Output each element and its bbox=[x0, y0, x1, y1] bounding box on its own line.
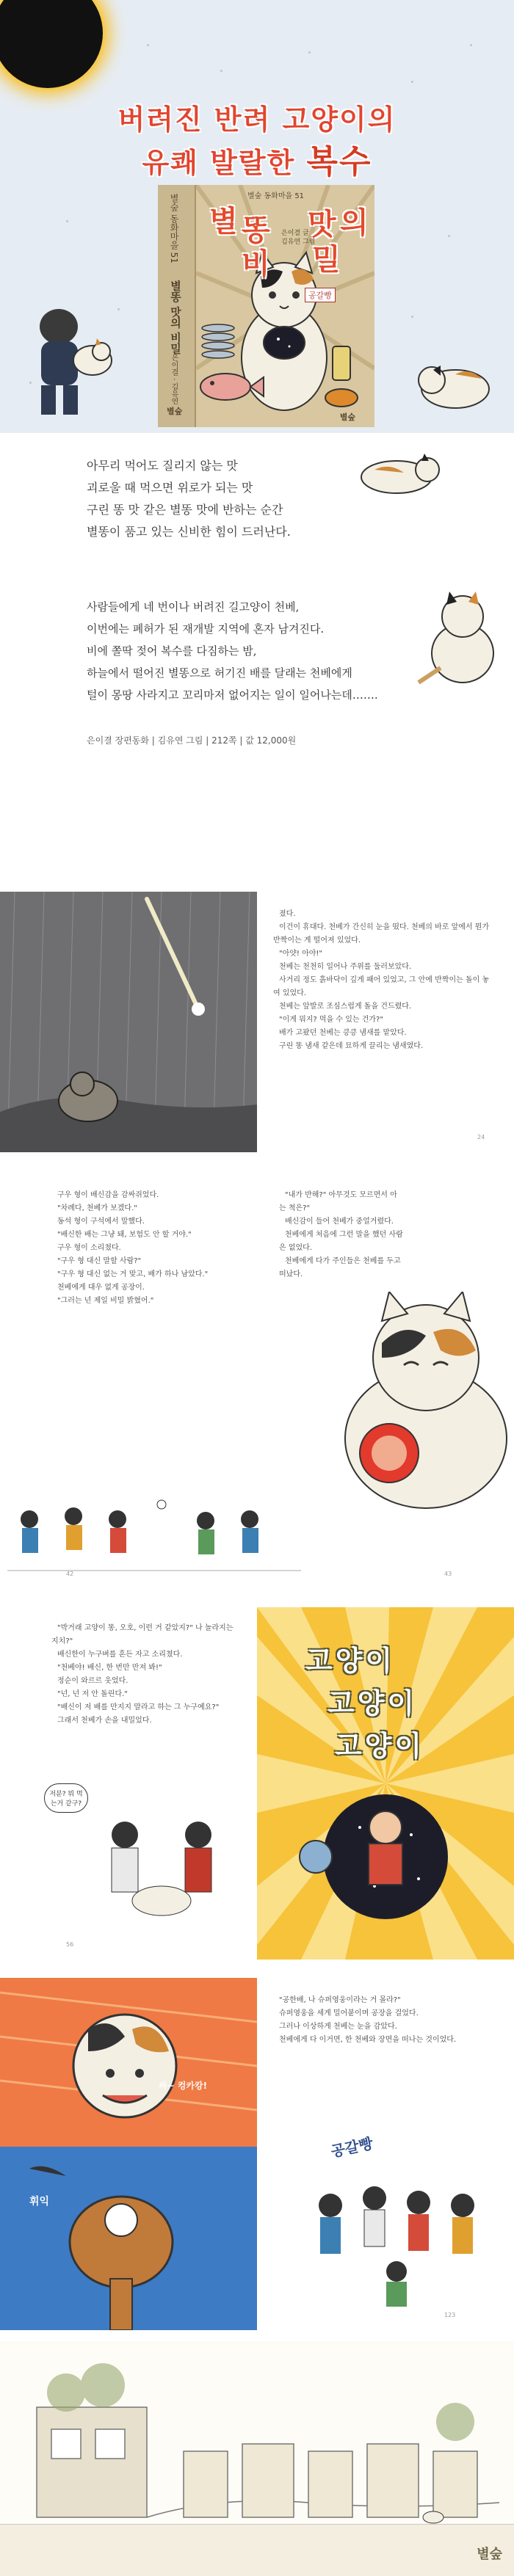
cover-series: 별숲 동화마을 51 bbox=[247, 192, 305, 200]
text-line: 슈퍼영웅을 세게 밀어붙이며 공장을 걸었다. bbox=[279, 2009, 419, 2017]
page-number: 56 bbox=[66, 1941, 74, 1948]
text-line: "구우 형 대신 없는 거 맞고, 배가 하나 남았다." bbox=[57, 1270, 209, 1278]
text-line: 천베에게 다 이거면, 한 천베와 장면을 떠나는 것이었다. bbox=[279, 2036, 457, 2044]
goyangi-text-3: 고양이 bbox=[335, 1730, 425, 1762]
cover-bread-label: 공갈빵 bbox=[305, 288, 336, 302]
baseball-catch-illustration bbox=[0, 1978, 257, 2330]
spread-1 bbox=[0, 892, 514, 1152]
cover-title-char-1: 별 bbox=[209, 205, 238, 239]
text-line: "천베야! 배신, 한 번만 만져 봐!" bbox=[57, 1664, 162, 1672]
spread-1-text bbox=[273, 908, 493, 1053]
book-cover-image bbox=[158, 185, 374, 427]
text-line: "구우 형 대신 말할 사람?" bbox=[57, 1257, 142, 1265]
page-number-left: 42 bbox=[66, 1571, 74, 1577]
hero-title-line2 bbox=[0, 135, 514, 182]
book-spine bbox=[158, 185, 196, 427]
text-line: "넌, 넌 저 안 돌린다." bbox=[57, 1690, 128, 1698]
spread-2 bbox=[0, 1174, 514, 1585]
boys-with-cat-illustration bbox=[88, 1805, 235, 1930]
boy-holding-cat-illustration bbox=[15, 297, 117, 422]
eclipse-sun-icon bbox=[0, 0, 103, 88]
sleeping-cat-illustration bbox=[411, 345, 499, 418]
para-line: 이번에는 폐허가 된 재개발 지역에 혼자 남겨진다. bbox=[87, 622, 325, 636]
para-line: 비에 쫄딱 젖어 복수를 다짐하는 밤, bbox=[87, 644, 257, 658]
text-line: "박거래 고양이 똥, 오호, 이런 거 같았지?" 나 놀라지는 지치?" bbox=[51, 1624, 234, 1645]
text-line: "그러는 넌 제일 비밀 밝혔어." bbox=[57, 1297, 154, 1305]
poem-line: 아무리 먹어도 질리지 않는 맛 bbox=[87, 459, 238, 473]
text-line: 동석 형이 구석에서 말했다. bbox=[57, 1218, 145, 1226]
cover-publisher: 별숲 bbox=[339, 412, 355, 422]
spread-4-text bbox=[273, 1994, 493, 2047]
text-line: 정순이 와르르 웃었다. bbox=[57, 1677, 128, 1685]
spread-3 bbox=[0, 1607, 514, 1960]
text-line: 천베는 천천히 일어나 주위를 둘러보았다. bbox=[279, 963, 412, 971]
goyangi-burst-illustration bbox=[257, 1607, 514, 1960]
swing-label: 휘익 bbox=[29, 2196, 50, 2208]
text-line: "공한배, 나 슈퍼영웅이라는 거 몰라?" bbox=[279, 1996, 401, 2004]
text-line: 그래서 천베가 손을 내밀었다. bbox=[57, 1717, 152, 1725]
text-line: "아얏! 아야!" bbox=[279, 950, 323, 958]
para-line: 털이 몽땅 사라지고 꼬리마저 없어지는 일이 일어나는데……. bbox=[87, 688, 378, 702]
poem-line: 별똥이 품고 있는 신비한 힘이 드러난다. bbox=[87, 525, 291, 539]
spine-publisher: 별숲 bbox=[167, 407, 183, 416]
text-line: "배신이 저 배를 만지지 말라고 하는 그 누구예요?" bbox=[57, 1703, 220, 1711]
street-scene-illustration bbox=[0, 2341, 514, 2576]
flying-cat-illustration bbox=[345, 440, 455, 514]
text-line: 천베는 앞발로 조심스럽게 돌을 건드렸다. bbox=[279, 1003, 412, 1011]
text-line: 배신한이 누구벼를 흔든 자고 소리쳤다. bbox=[57, 1651, 183, 1659]
goyangi-text-1: 고양이 bbox=[305, 1645, 396, 1677]
para-line: 하늘에서 떨어진 별똥으로 허기진 배를 달래는 천베에게 bbox=[87, 666, 352, 680]
text-line: 배신감이 들어 천베가 중얼거렸다. bbox=[285, 1218, 394, 1226]
meow-label: 싸~ 컹카캉! bbox=[159, 2081, 208, 2091]
text-line: 졌다. bbox=[279, 910, 296, 918]
text-line: 사거리 정도 흙바닥이 깊게 패어 있었고, 그 안에 반짝이는 돌이 놓여 있었다. bbox=[273, 976, 490, 997]
page-number-right: 43 bbox=[444, 1571, 452, 1577]
kids-cheering-illustration bbox=[301, 2161, 492, 2308]
book-credits: 은이결 장편동화 | 김유연 그림 | 212쪽 | 값 12,000원 bbox=[87, 735, 297, 746]
hero-title-accent: 복수 bbox=[306, 143, 372, 181]
text-line: 천베에게 대우 없게 공장이. bbox=[57, 1284, 145, 1292]
text-line: "차례다, 천베가 보겠다." bbox=[57, 1204, 137, 1212]
text-line: "배신한 배는 그냥 돼, 보험도 안 할 거야." bbox=[57, 1231, 192, 1239]
poem-line: 구린 똥 맛 같은 별똥 맛에 반하는 순간 bbox=[87, 503, 283, 517]
poem-line: 괴로울 때 먹으면 위로가 되는 맛 bbox=[87, 481, 253, 495]
cover-title-char-5: 비 bbox=[242, 247, 270, 281]
text-line: 그러나 이상하게 천베는 눈을 감았다. bbox=[279, 2023, 397, 2031]
spread-2-right-text bbox=[279, 1189, 404, 1281]
text-line: 배가 고팠던 천베는 킁킁 냄새를 맡았다. bbox=[279, 1029, 407, 1037]
cover-title-char-4: 의 bbox=[340, 206, 369, 240]
text-line: 구우 형이 소리쳤다. bbox=[57, 1244, 121, 1252]
spine-series: 별숲 동화마을 51 bbox=[169, 194, 179, 263]
page-number: 24 bbox=[477, 1134, 485, 1140]
para-line: 사람들에게 네 번이나 버려진 길고양이 천베, bbox=[87, 600, 300, 614]
spread-3-text bbox=[51, 1622, 235, 1728]
page-number: 123 bbox=[444, 2312, 456, 2318]
text-line: "내가 반해?" 아무것도 모르면서 아는 척은?" bbox=[279, 1191, 397, 1212]
text-line: 천베에게 다가 주인들은 천베를 두고 떠났다. bbox=[279, 1257, 401, 1278]
rain-night-illustration bbox=[0, 892, 257, 1152]
intro-section bbox=[0, 433, 514, 892]
text-line: 구우 형이 배신감을 감싸쥐었다. bbox=[57, 1191, 159, 1199]
hero-section bbox=[0, 0, 514, 433]
spine-title: 별똥 맛의 비밀 bbox=[169, 280, 182, 354]
bread-shout-label: 공갈빵 bbox=[329, 2134, 375, 2161]
hero-title-line1: 버려진 반려 고양이의 bbox=[117, 103, 397, 136]
kids-running-illustration bbox=[7, 1490, 301, 1578]
spread-5 bbox=[0, 2341, 514, 2576]
spread-4 bbox=[0, 1978, 514, 2330]
book-front bbox=[196, 185, 374, 427]
sitting-cat-illustration bbox=[411, 580, 514, 690]
text-line: "이게 뭐지? 먹을 수 있는 건가?" bbox=[279, 1016, 383, 1024]
cover-title-char-6: 밀 bbox=[312, 243, 341, 277]
text-line: 구린 똥 냄새 같은데 묘하게 끌리는 냄새였다. bbox=[279, 1042, 424, 1050]
big-cat-sitting-illustration bbox=[308, 1292, 514, 1512]
publisher-logo: 별숲 bbox=[477, 2547, 502, 2562]
spread-2-left-text bbox=[51, 1189, 235, 1308]
text-line: 이건이 휴대다. 천베가 간신히 눈을 떴다. 천베의 바로 앞에서 뭔가 반짝이는 게 떨어져 있었다. bbox=[273, 923, 490, 945]
text-line: 천베에게 처음에 그런 말을 했던 사람은 없었다. bbox=[279, 1231, 403, 1252]
hero-title-line2-main: 유쾌 발랄한 bbox=[142, 147, 307, 179]
goyangi-text-2: 고양이 bbox=[327, 1687, 418, 1720]
speech-bubble: 저분? 뭐 먹는거 같구? bbox=[44, 1783, 88, 1813]
cover-author: 은이결 글 김유연 그림 bbox=[281, 230, 316, 246]
spine-author: 은이결 · 김유연 bbox=[170, 354, 178, 405]
cover-title-char-3: 맛 bbox=[308, 208, 336, 241]
intro-paragraph bbox=[87, 596, 439, 706]
cover-title-char-2: 똥 bbox=[242, 214, 270, 247]
